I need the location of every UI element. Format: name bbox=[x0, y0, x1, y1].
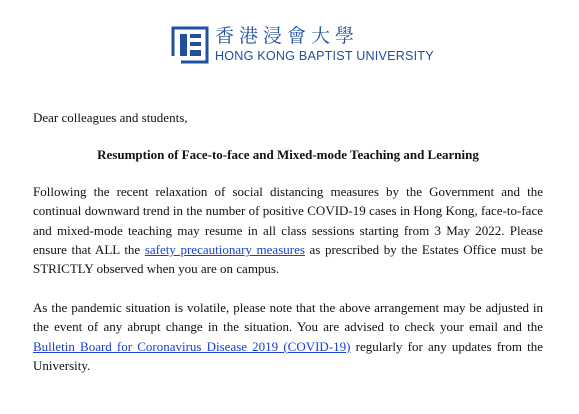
greeting: Dear colleagues and students, bbox=[33, 110, 188, 125]
letter-title: Resumption of Face-to-face and Mixed-mode Teaching and Learning bbox=[97, 147, 479, 163]
paragraph-2-text-end: regularly for any updates from the University. bbox=[33, 338, 544, 374]
safety-measures-link[interactable]: safety precautionary measures bbox=[144, 242, 305, 258]
hkbu-logo-icon bbox=[171, 26, 209, 64]
paragraph-2 bbox=[33, 298, 543, 376]
paragraph-1 bbox=[33, 182, 543, 279]
paragraph-2-text-start: As the pandemic situation is volatile, please note that the above arrangement may be adjusted in the event of any abrupt change in the situation. You are advised to check your email and the bbox=[33, 299, 543, 335]
logo-english-name: HONG KONG BAPTIST UNIVERSITY bbox=[215, 49, 434, 63]
paragraph-1-text-end: as prescribed by the Estates Office must be STRICTLY observed when you are on campus. bbox=[33, 242, 543, 277]
university-header bbox=[171, 24, 434, 68]
paragraph-1-text-start: Following the recent relaxation of social distancing measures by the Government and the continual downward trend in the number of positive COVID-19 cases in Hong Kong, face-to-face and mixed-mode teaching may resume in all class sessions starting from 3 May 2022. Please ensure that ALL the bbox=[33, 183, 543, 258]
letter-body bbox=[33, 108, 543, 375]
bulletin-board-link[interactable]: Bulletin Board for Coronavirus Disease 2019 (COVID-19) bbox=[33, 338, 351, 354]
logo-chinese-name: 香港浸會大學 bbox=[215, 25, 360, 47]
